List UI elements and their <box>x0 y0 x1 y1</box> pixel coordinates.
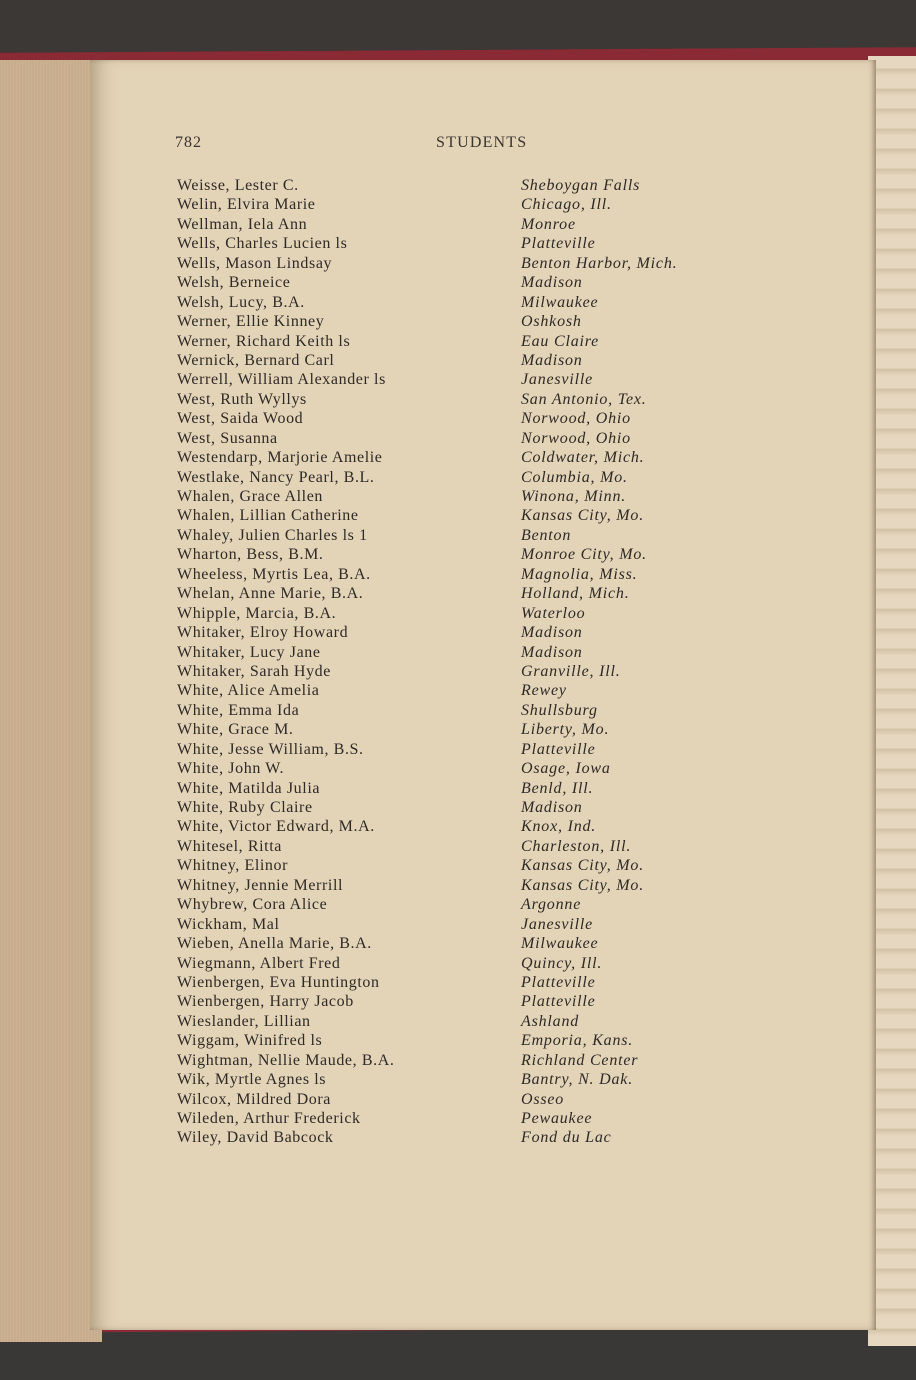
student-entry <box>177 487 737 506</box>
student-entry <box>177 973 737 992</box>
student-hometown: Ashland <box>521 1012 580 1030</box>
student-name: Wieben, Anella Marie, B.A. <box>177 935 372 953</box>
student-name: Werner, Richard Keith ls <box>177 332 351 350</box>
student-entry <box>177 779 737 798</box>
student-hometown: Benton Harbor, Mich. <box>521 254 678 272</box>
student-entry <box>177 623 737 642</box>
page-number: 782 <box>175 134 202 151</box>
student-hometown: Columbia, Mo. <box>521 468 628 486</box>
student-name: Wileden, Arthur Frederick <box>177 1110 361 1127</box>
student-entry <box>177 584 737 603</box>
student-name: Welsh, Berneice <box>177 274 291 292</box>
student-name: Werner, Ellie Kinney <box>177 313 325 331</box>
student-name: Weisse, Lester C. <box>177 177 299 194</box>
student-hometown: Platteville <box>521 740 596 758</box>
student-name: Wiggam, Winifred ls <box>177 1032 323 1050</box>
student-entry <box>177 1128 737 1147</box>
student-entry <box>177 662 737 681</box>
student-hometown: Norwood, Ohio <box>521 429 631 447</box>
student-entry <box>177 409 737 428</box>
student-name: White, Emma Ida <box>177 701 300 719</box>
student-hometown: Kansas City, Mo. <box>521 507 645 525</box>
student-entry <box>177 1031 737 1050</box>
student-hometown: Monroe City, Mo. <box>521 546 647 564</box>
student-name: Wiegmann, Albert Fred <box>177 954 341 972</box>
student-name: Whaley, Julien Charles ls 1 <box>177 526 368 544</box>
student-hometown: Knox, Ind. <box>521 818 597 836</box>
student-entry <box>177 565 737 584</box>
student-entry <box>177 273 737 292</box>
student-name: Wightman, Nellie Maude, B.A. <box>177 1051 395 1069</box>
student-entry <box>177 856 737 875</box>
student-name: Westlake, Nancy Pearl, B.L. <box>177 468 375 486</box>
student-name: White, Grace M. <box>177 721 294 739</box>
student-hometown: Waterloo <box>521 604 586 622</box>
student-hometown: Liberty, Mo. <box>521 721 610 739</box>
student-name: White, Jesse William, B.S. <box>177 740 364 758</box>
student-name: Westendarp, Marjorie Amelie <box>177 449 383 467</box>
student-entry <box>177 526 737 545</box>
student-hometown: Milwaukee <box>521 293 599 311</box>
student-entry <box>177 195 737 214</box>
student-entry <box>177 468 737 487</box>
student-name: Welsh, Lucy, B.A. <box>177 293 305 311</box>
student-hometown: Madison <box>521 799 583 816</box>
student-name: Wieslander, Lillian <box>177 1012 311 1030</box>
student-hometown: Fond du Lac <box>521 1129 612 1147</box>
student-name: Whitaker, Lucy Jane <box>177 643 321 661</box>
student-name: Wilcox, Mildred Dora <box>177 1090 331 1108</box>
student-hometown: Chicago, Ill. <box>521 196 612 214</box>
student-name: White, Victor Edward, M.A. <box>177 818 375 836</box>
student-entry <box>177 837 737 856</box>
student-entry <box>177 176 737 195</box>
student-hometown: Argonne <box>521 896 582 914</box>
student-name: West, Ruth Wyllys <box>177 390 307 408</box>
student-hometown: Oshkosh <box>521 313 582 331</box>
student-hometown: Madison <box>521 351 583 369</box>
student-name: Whitney, Jennie Merrill <box>177 876 344 894</box>
student-hometown: Benld, Ill. <box>521 779 594 797</box>
student-name: Wickham, Mal <box>177 915 280 933</box>
student-entry <box>177 934 737 953</box>
student-hometown: Madison <box>521 643 583 661</box>
student-hometown: Platteville <box>521 973 596 991</box>
student-name: Whitaker, Elroy Howard <box>177 624 349 642</box>
student-name: Welin, Elvira Marie <box>177 196 316 214</box>
student-hometown: Coldwater, Mich. <box>521 449 645 467</box>
student-entry <box>177 701 737 720</box>
student-entry <box>177 740 737 759</box>
student-hometown: Emporia, Kans. <box>521 1032 634 1050</box>
student-name: White, Alice Amelia <box>177 682 320 700</box>
student-entry <box>177 506 737 525</box>
student-entry <box>177 370 737 389</box>
student-name: Wharton, Bess, B.M. <box>177 546 324 564</box>
student-hometown: Kansas City, Mo. <box>521 857 645 875</box>
student-entry <box>177 1070 737 1089</box>
student-name: Whipple, Marcia, B.A. <box>177 604 337 622</box>
student-entry <box>177 215 737 234</box>
student-name: Whitaker, Sarah Hyde <box>177 662 331 680</box>
student-hometown: Charleston, Ill. <box>521 837 632 855</box>
student-entry <box>177 954 737 973</box>
student-name: White, Ruby Claire <box>177 799 313 816</box>
student-name: West, Susanna <box>177 429 278 447</box>
student-hometown: Holland, Mich. <box>521 585 630 603</box>
student-entry <box>177 720 737 739</box>
student-hometown: Richland Center <box>521 1051 639 1069</box>
student-entry <box>177 429 737 448</box>
student-hometown: Platteville <box>521 235 596 253</box>
student-entry <box>177 1109 737 1128</box>
student-name: Wheeless, Myrtis Lea, B.A. <box>177 565 371 583</box>
student-hometown: Pewaukee <box>521 1110 593 1127</box>
student-entry <box>177 876 737 895</box>
student-hometown: Eau Claire <box>521 332 600 350</box>
student-hometown: Janesville <box>521 371 593 389</box>
student-entry <box>177 817 737 836</box>
student-name: Wienbergen, Harry Jacob <box>177 993 354 1011</box>
student-name: Wienbergen, Eva Huntington <box>177 973 380 991</box>
student-name: Whybrew, Cora Alice <box>177 896 328 914</box>
student-hometown: Madison <box>521 624 583 642</box>
student-hometown: Rewey <box>521 682 567 700</box>
student-hometown: Osseo <box>521 1090 565 1108</box>
student-entry <box>177 545 737 564</box>
student-hometown: Sheboygan Falls <box>521 177 641 194</box>
student-name: White, Matilda Julia <box>177 779 321 797</box>
student-entry <box>177 234 737 253</box>
student-name: West, Saida Wood <box>177 410 304 428</box>
student-hometown: Benton <box>521 526 572 544</box>
student-hometown: Shullsburg <box>521 701 598 719</box>
student-entry <box>177 604 737 623</box>
student-name: Whitesel, Ritta <box>177 837 282 855</box>
student-name: Werrell, William Alexander ls <box>177 371 386 389</box>
student-name: Wells, Charles Lucien ls <box>177 235 348 253</box>
running-head: STUDENTS <box>436 134 528 151</box>
student-name: White, John W. <box>177 760 285 778</box>
page-stack-edge <box>0 60 102 1342</box>
student-entry <box>177 1090 737 1109</box>
student-hometown: Monroe <box>521 215 576 233</box>
student-entry <box>177 351 737 370</box>
student-entry <box>177 643 737 662</box>
student-hometown: Milwaukee <box>521 935 599 953</box>
student-entry <box>177 759 737 778</box>
student-entry <box>177 681 737 700</box>
student-entry <box>177 798 737 817</box>
student-hometown: Quincy, Ill. <box>521 954 603 972</box>
student-hometown: Bantry, N. Dak. <box>521 1071 633 1089</box>
student-hometown: Madison <box>521 274 583 292</box>
student-name: Wells, Mason Lindsay <box>177 254 333 272</box>
student-entry <box>177 915 737 934</box>
student-hometown: Janesville <box>521 915 593 933</box>
student-entry <box>177 1012 737 1031</box>
student-list <box>177 176 737 1148</box>
student-entry <box>177 312 737 331</box>
student-hometown: Magnolia, Miss. <box>521 565 638 583</box>
student-name: Wiley, David Babcock <box>177 1129 334 1147</box>
student-name: Wik, Myrtle Agnes ls <box>177 1071 327 1089</box>
student-entry <box>177 895 737 914</box>
student-name: Whelan, Anne Marie, B.A. <box>177 585 364 603</box>
student-hometown: Winona, Minn. <box>521 488 627 505</box>
student-entry <box>177 332 737 351</box>
student-hometown: Norwood, Ohio <box>521 410 631 428</box>
student-entry <box>177 254 737 273</box>
student-entry <box>177 448 737 467</box>
student-name: Whalen, Grace Allen <box>177 488 324 505</box>
student-hometown: Platteville <box>521 993 596 1011</box>
student-name: Wernick, Bernard Carl <box>177 351 335 369</box>
student-hometown: Granville, Ill. <box>521 662 621 680</box>
student-name: Wellman, Iela Ann <box>177 215 308 233</box>
student-entry <box>177 293 737 312</box>
student-entry <box>177 992 737 1011</box>
student-name: Whalen, Lillian Catherine <box>177 507 359 525</box>
student-entry <box>177 1051 737 1070</box>
student-entry <box>177 390 737 409</box>
student-hometown: Kansas City, Mo. <box>521 876 645 894</box>
student-hometown: San Antonio, Tex. <box>521 390 647 408</box>
student-name: Whitney, Elinor <box>177 857 289 875</box>
student-hometown: Osage, Iowa <box>521 760 611 778</box>
